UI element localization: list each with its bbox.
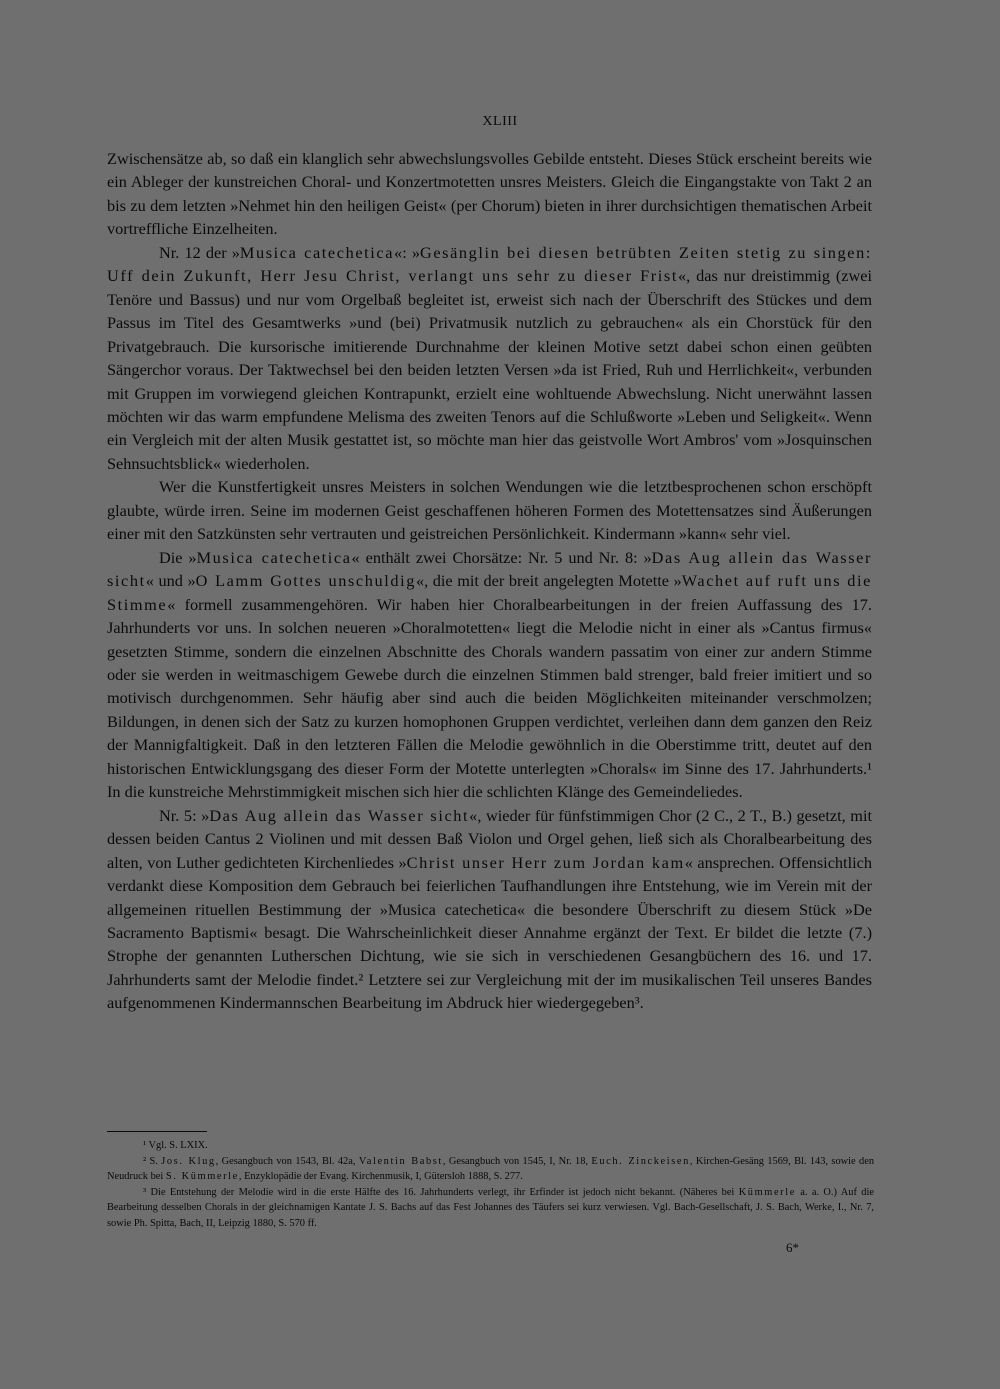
paragraph: [107, 147, 872, 241]
text-run: ¹ Vgl. S. LXIX.: [143, 1140, 208, 1151]
text-run: « ansprechen. Offensichtlich verdankt diese Komposition dem Gebrauch bei feierlichen Taufhandlungen ihre Entstehung, wie im Verein mit der allgemeinen rituellen Bestimmung der »Musica catechetica« die besondere Überschrift zu diesem Stück »De Sacramento Baptismi« besagt. Die Wahrscheinlichkeit dieser Annahme ergänzt der Text. Er bildet die letzte (7.) Strophe der genannten Lutherschen Dichtung, wie sie sich in verschiedenen Gesangbüchern des 16. und 17. Jahrhunderts samt der Melodie findet.² Letztere sei zur Vergleichung mit der im musikalischen Teil unseres Bandes aufgenommenen Kindermannschen Bearbeitung im Abdruck hier wiedergegeben³.: [107, 852, 872, 1013]
text-run: a. a. O.) Auf die Bearbeitung desselben Chorals in der gleichnamigen Kantate J. S. Bachs auf das Fest Johannes des Täufers sei kurz verwiesen. Vgl. Bach-Gesellschaft, J. S. Bach, Werke, I., Nr. 7, sowie Ph. Spitta, Bach, II, Leipzig 1880, S. 570 ff.: [107, 1186, 875, 1229]
spaced-text: S. Kümmerle: [165, 1171, 239, 1183]
text-run: , Kirchen-Gesäng 1569, Bl. 143, sowie den Neudruck bei: [107, 1155, 875, 1183]
text-run: «: »: [394, 242, 420, 262]
text-run: «, wieder für fünfstimmigen Chor (2 C., 2 T., B.) gesetzt, mit dessen beiden Cantus 2 Violinen und mit dessen Baß Violon und Orgel gehen, ließ sich als Choralbearbeitung des alten, von Luther gedichteten Kirchenliedes »: [107, 805, 873, 872]
paragraph: [107, 804, 872, 1015]
text-run: « enthält zwei Chorsätze: Nr. 5 und Nr. 8: »: [351, 547, 652, 567]
spaced-text: Valentin Babst: [358, 1155, 443, 1167]
body-text: [107, 147, 872, 1015]
paragraph: [107, 546, 872, 804]
spaced-text: Christ unser Herr zum Jordan kam: [406, 852, 685, 872]
footnote: [107, 1154, 874, 1185]
page-number: XLIII: [482, 114, 518, 129]
footnotes: [107, 1138, 874, 1232]
text-run: , Gesangbuch von 1545, I, Nr. 18,: [442, 1155, 592, 1167]
text-run: ² S.: [143, 1155, 162, 1167]
text-run: «, das nur dreistimmig (zwei Tenöre und Bassus) und nur vom Orgelbaß begleitet ist, erweist sich nach der Überschrift des Stückes und dem Passus im Titel des Gesamtwerks »und (bei) Privatmusik nutzlich zu gebrauchen« als ein Chorstück für den Privatgebrauch. Die kursorische imitierende Durchnahme der kleinen Motive setzt dabei schon einen geübten Sängerchor voraus. Der Taktwechsel bei den beiden letzten Versen »da ist Fried, Ruh und Herrlichkeit«, verbunden mit Gruppen im vorwiegend gleichen Kontrapunkt, erzielt eine wohltuende Abwechslung. Nicht unerwähnt lassen möchten wir das warm empfundene Melisma des zweiten Tenors auf die Schlußworte »Leben und Seligkeit«. Wenn ein Vergleich mit der alten Musik gestattet ist, so möchte man hier das geistvolle Wort Ambros' vom »Josquinschen Sehnsuchtsblick« wiederholen.: [107, 266, 873, 473]
footnote-divider: [107, 1131, 207, 1132]
spaced-text: Musica catechetica: [196, 547, 352, 567]
spaced-text: Das Aug allein das Wasser sicht: [209, 805, 470, 825]
spaced-text: O Lamm Gottes unschuldig: [195, 571, 416, 591]
text-run: « formell zusammengehören. Wir haben hier Choralbearbeitungen in der freien Auffassung des 17. Jahrhunderts vor uns. In solchen neueren »Choralmotetten« liegt die Melodie nicht in einer als »Cantus firmus« gesetzten Stimme, sondern die einzelnen Abschnitte des Chorals wandern passatim von einer zur andern Stimme oder sie werden in weitmaschigem Gewebe durch die einzelnen Stimmen bald strenger, bald freier imitiert und so motivisch durchgenommen. Sehr häufig aber sind auch die beiden Möglichkeiten miteinander verschmolzen; Bildungen, in denen sich der Satz zu kurzen homophonen Gruppen verdichtet, verleihen dann dem ganzen den Reiz der Mannigfaltigkeit. Daß in den letzteren Fällen die Melodie gewöhnlich in die Oberstimme tritt, deutet auf den historischen Entwicklungsgang des dieser Form der Motette unterlegten »Chorals« im Sinne des 17. Jahrhunderts.¹ In die kunstreiche Mehrstimmigkeit mischen sich hier die schlichten Klänge des Gemeindeliedes.: [107, 594, 872, 802]
paragraph: [107, 475, 872, 545]
spaced-text: Euch. Zinckeisen: [591, 1155, 690, 1167]
text-run: Nr. 5: »: [159, 805, 210, 825]
text-run: «, die mit der breit angelegten Motette »: [415, 571, 682, 591]
spaced-text: Wachet auf ruft uns die Stimme: [107, 571, 873, 614]
footnote: [107, 1138, 874, 1154]
text-run: « und »: [145, 571, 196, 591]
text-run: ³ Die Entstehung der Melodie wird in die erste Hälfte des 16. Jahrhunderts verlegt, ihr Erfinder ist jedoch nicht bekannt. (Näheres bei: [143, 1186, 739, 1198]
text-run: , Gesangbuch von 1543, Bl. 42a,: [215, 1155, 359, 1167]
spaced-text: Das Aug allein das Wasser sicht: [107, 547, 872, 591]
spaced-text: Gesänglin bei diesen betrübten Zeiten stetig zu singen: Uff dein Zukunft, Herr Jesu Christ, verlangt uns sehr zu dieser Frist: [107, 242, 872, 286]
spaced-text: Kümmerle: [738, 1186, 796, 1198]
text-run: , Enzyklopädie der Evang. Kirchenmusik, I, Gütersloh 1888, S. 277.: [238, 1171, 523, 1183]
paragraph: [107, 241, 872, 476]
text-run: Die »: [159, 547, 197, 567]
footnote: [107, 1185, 874, 1232]
text-run: Zwischensätze ab, so daß ein klanglich sehr abwechslungsvolles Gebilde entsteht. Dieses Stück erscheint bereits wie ein Ableger der kunstreichen Choral- und Konzertmotetten unsres Meisters. Gleich die Eingangstakte von Takt 2 an bis zu dem letzten »Nehmet hin den heiligen Geist« (per Chorum) bieten in ihrer durchsichtigen thematischen Arbeit vortreffliche Einzelheiten.: [107, 149, 872, 239]
text-run: Nr. 12 der »: [159, 242, 240, 262]
spaced-text: Musica catechetica: [239, 242, 395, 262]
text-run: Wer die Kunstfertigkeit unsres Meisters in solchen Wendungen wie die letztbesprochenen schon erschöpft glaubte, würde irren. Seine im modernen Geist geschaffenen höheren Formen des Motettensatzes sind Äußerungen einer mit den Satzkünsten sehr vertrauten und geistreichen Persönlichkeit. Kindermann »kann« sehr viel.: [107, 477, 872, 544]
signature-mark: 6*: [786, 1240, 799, 1255]
spaced-text: Jos. Klug: [161, 1155, 216, 1167]
